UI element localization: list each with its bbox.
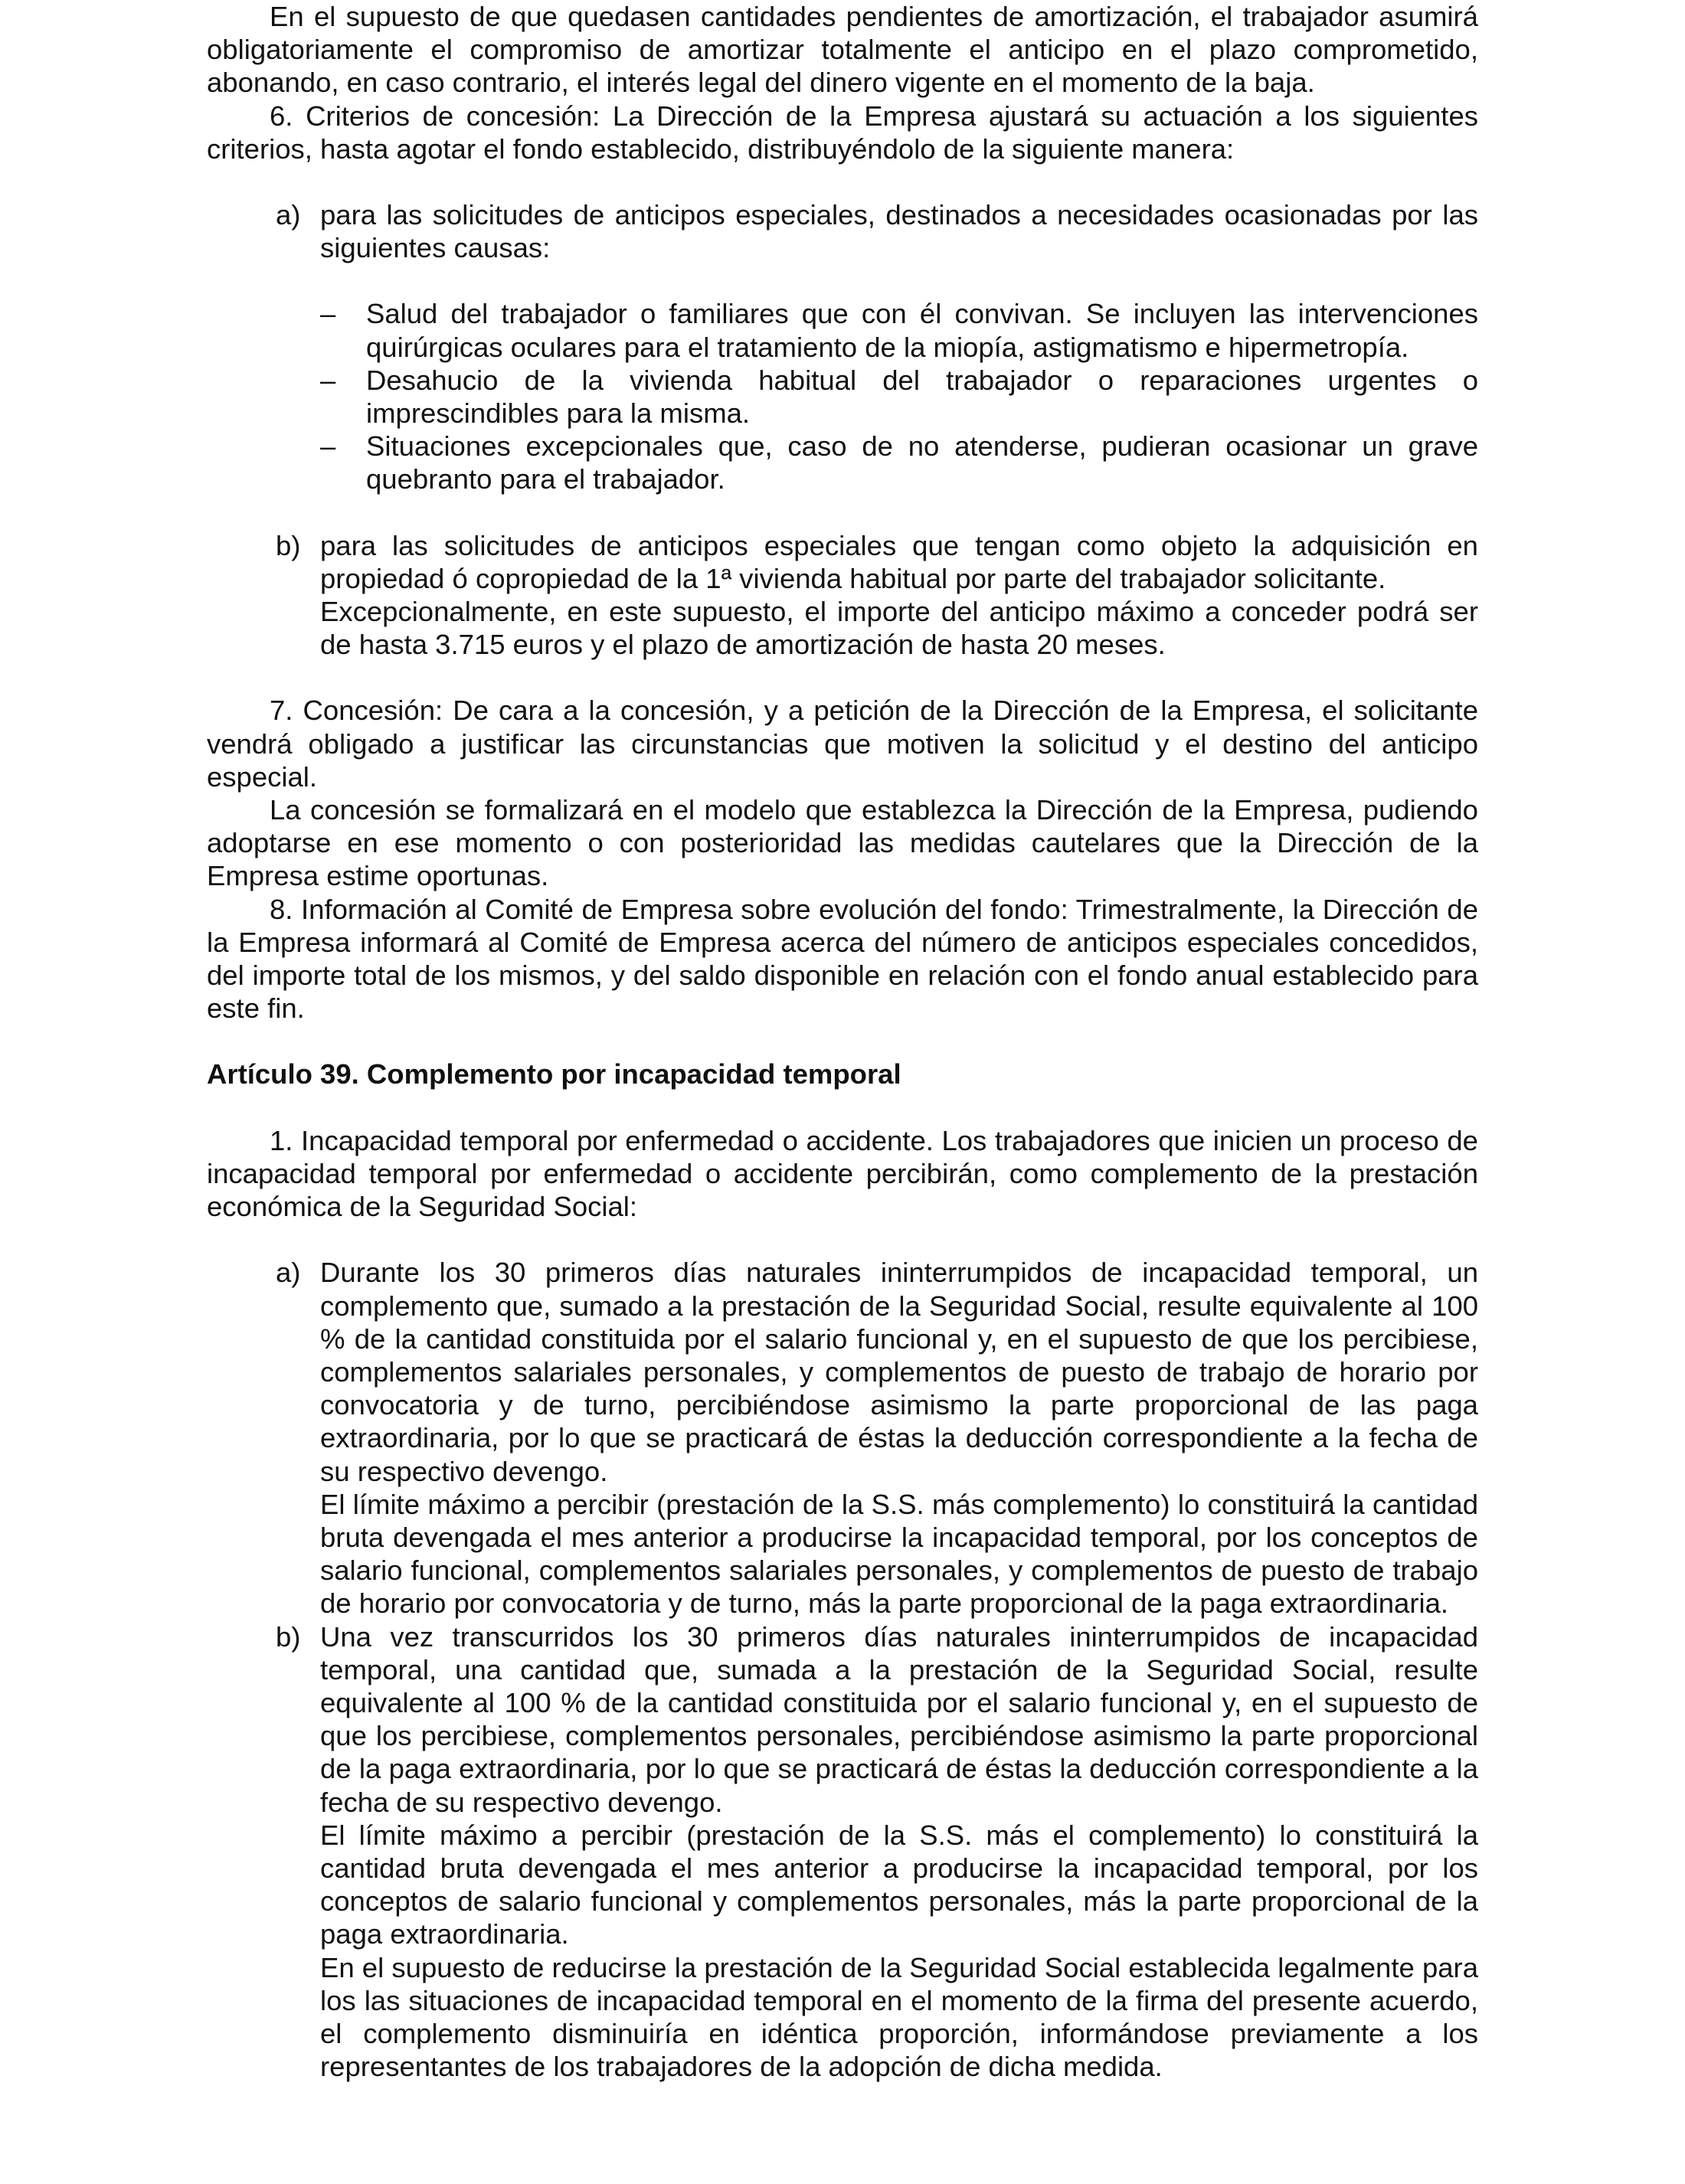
list-item-text: Durante los 30 primeros días naturales ininterrumpidos de incapacidad temporal, un complemento que, sumado a la prestación de la Seguridad Social, resulte equivalente al 100 % de la cantidad constituida por el salario funcional y, en el supuesto de que los percibiese, complementos salariales personales, y complementos de puesto de trabajo de horario por convocatoria y de turno, percibiéndose asimismo la parte proporcional de las paga extraordinaria, por lo que se practicará de éstas la deducción correspondiente a la fecha de su respectivo devengo. [320,1257,1478,1487]
document-page [207,0,1478,2083]
dash-marker: – [320,298,336,330]
dash-marker: – [320,364,336,396]
list-item-text: para las solicitudes de anticipos especiales, destinados a necesidades ocasionadas por las siguientes causas: [320,199,1478,264]
dash-marker: – [320,430,336,463]
list-marker: a) [276,199,301,231]
list-item-text: El límite máximo a percibir (prestación de la S.S. más complemento) lo constituirá la cantidad bruta devengada el mes anterior a producirse la incapacidad temporal, por los conceptos de salario funcional, complementos salariales personales, y complementos de puesto de trabajo de horario por convocatoria y de turno, más la parte proporcional de la paga extraordinaria. [320,1488,1478,1620]
list-item-39a [207,1256,1478,1620]
spacer [207,1025,1478,1058]
paragraph-concesion: 7. Concesión: De cara a la concesión, y a petición de la Dirección de la Empresa, el solicitante vendrá obligado a justificar las circunstancias que motiven la solicitud y el destino del anticipo especial. [207,695,1478,793]
list-marker: b) [276,529,301,561]
paragraph-amortization: En el supuesto de que quedasen cantidades pendientes de amortización, el trabajador asumirá obligatoriamente el compromiso de amortizar totalmente el anticipo en el plazo comprometido, abonando, en caso contrario, el interés legal del dinero vigente en el momento de la baja. [207,1,1478,99]
bullet-text: Desahucio de la vivienda habitual del trabajador o reparaciones urgentes o imprescindibles para la misma. [366,364,1478,430]
spacer [207,264,1478,297]
list-item-text: Una vez transcurridos los 30 primeros días naturales ininterrumpidos de incapacidad temporal, una cantidad que, sumada a la prestación de la Seguridad Social, resulte equivalente al 100 % de la cantidad constituida por el salario funcional y, en el supuesto de que los percibiese, complementos personales, percibiéndose asimismo la parte proporcional de la paga extraordinaria, por lo que se practicará de éstas la deducción correspondiente a la fecha de su respectivo devengo. [320,1620,1478,1818]
bullet-text: Situaciones excepcionales que, caso de no atenderse, pudieran ocasionar un grave quebranto para el trabajador. [366,430,1478,495]
spacer [207,1223,1478,1256]
bullet-item-situaciones [207,430,1478,495]
list-marker: b) [276,1620,301,1653]
list-item-a [207,198,1478,264]
bullet-item-desahucio [207,364,1478,430]
article-heading: Artículo 39. Complemento por incapacidad temporal [207,1058,901,1090]
paragraph-criterios-concesion: 6. Criterios de concesión: La Dirección de la Empresa ajustará su actuación a los siguientes criterios, hasta agotar el fondo establecido, distribuyéndolo de la siguiente manera: [207,100,1478,165]
list-item-b [207,529,1478,662]
list-item-text: Excepcionalmente, en este supuesto, el importe del anticipo máximo a conceder podrá ser de hasta 3.715 euros y el plazo de amortización de hasta 20 meses. [320,596,1478,661]
list-item-text: En el supuesto de reducirse la prestación de la Seguridad Social establecida legalmente para los las situaciones de incapacidad temporal en el momento de la firma del presente acuerdo, el complemento disminuiría en idéntica proporción, informándose previamente a los representantes de los trabajadores de la adopción de dicha medida. [320,1951,1478,2083]
spacer [207,496,1478,529]
paragraph-incapacidad-temporal: 1. Incapacidad temporal por enfermedad o accidente. Los trabajadores que inicien un proceso de incapacidad temporal por enfermedad o accidente percibirán, como complemento de la prestación económica de la Seguridad Social: [207,1124,1478,1223]
list-item-39b [207,1620,1478,2084]
list-marker: a) [276,1257,301,1289]
bullet-item-salud [207,297,1478,363]
spacer [207,165,1478,198]
list-item-text: El límite máximo a percibir (prestación de la S.S. más el complemento) lo constituirá la cantidad bruta devengada el mes anterior a producirse la incapacidad temporal, por los conceptos de salario funcional y complementos personales, más la parte proporcional de la paga extraordinaria. [320,1819,1478,1950]
spacer [207,1091,1478,1124]
list-item-text: para las solicitudes de anticipos especiales que tengan como objeto la adquisición en propiedad ó copropiedad de la 1ª vivienda habitual por parte del trabajador solicitante. [320,529,1478,594]
paragraph-informacion-comite: 8. Información al Comité de Empresa sobre evolución del fondo: Trimestralmente, la Dirección de la Empresa informará al Comité de Empresa acerca del número de anticipos especiales concedidos, del importe total de los mismos, y del saldo disponible en relación con el fondo anual establecido para este fin. [207,893,1478,1025]
spacer [207,661,1478,694]
bullet-text: Salud del trabajador o familiares que con él convivan. Se incluyen las intervenciones quirúrgicas oculares para el tratamiento de la miopía, astigmatismo e hipermetropía. [366,298,1478,363]
paragraph-formalizacion: La concesión se formalizará en el modelo que establezca la Dirección de la Empresa, pudiendo adoptarse en ese momento o con posterioridad las medidas cautelares que la Dirección de la Empresa estime oportunas. [207,794,1478,892]
